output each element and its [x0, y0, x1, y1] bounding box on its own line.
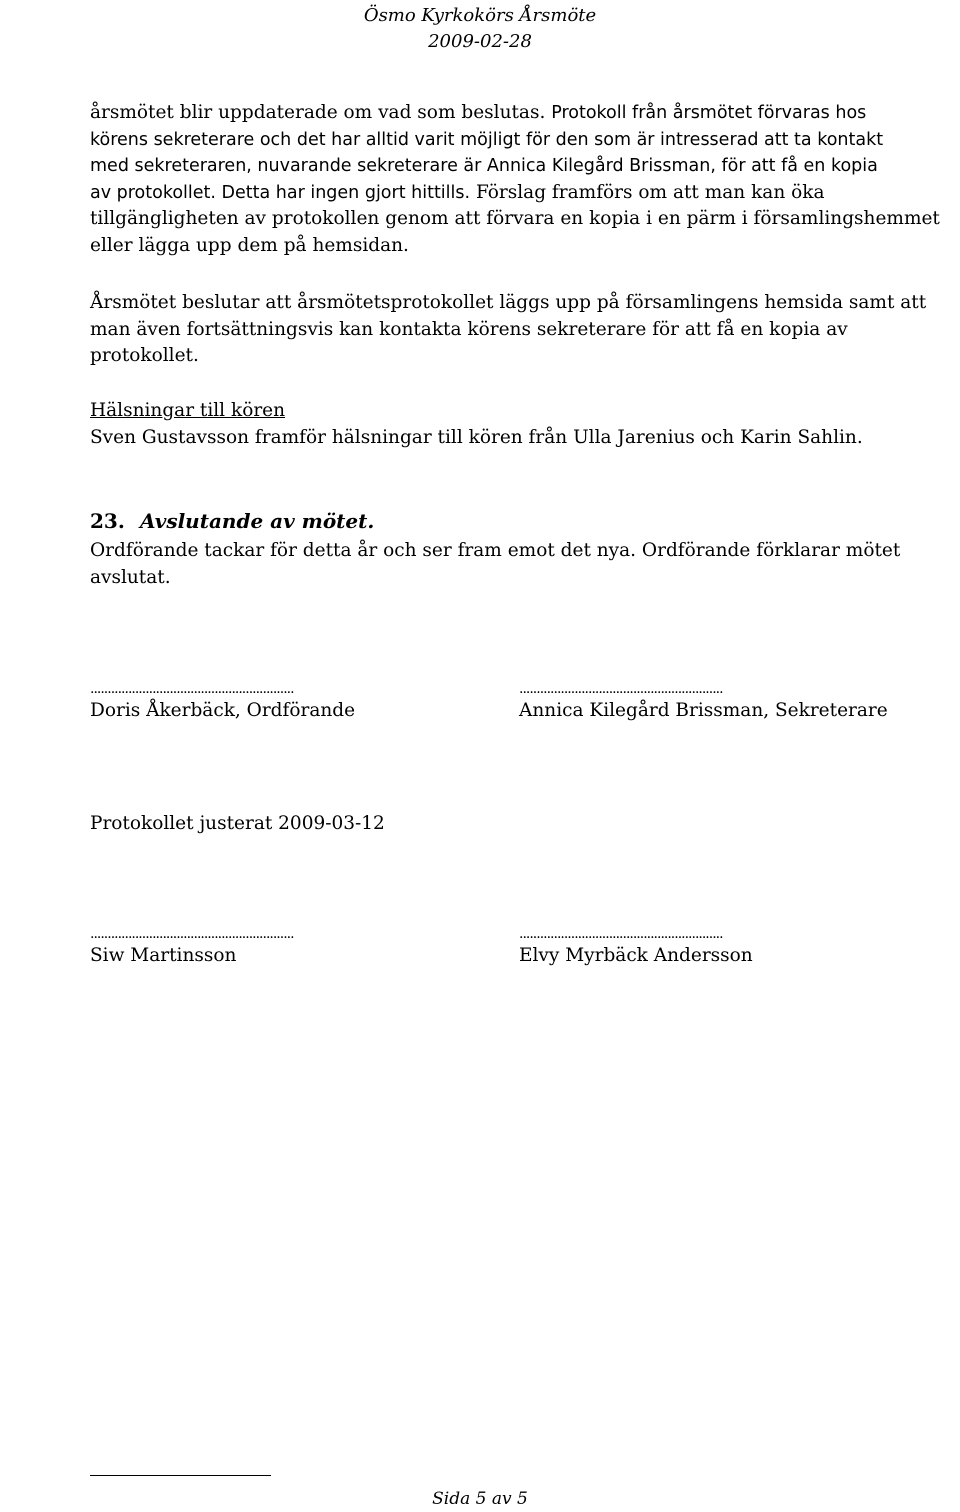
signature-name: Siw Martinsson	[90, 945, 237, 966]
footer-divider	[90, 1475, 271, 1476]
document-header-date: 2009-02-28	[428, 31, 532, 52]
text-span: Förslag framförs om att man kan öka	[470, 181, 825, 203]
signature-adjuster-2	[519, 925, 753, 969]
signature-line: ...........................................................	[90, 926, 294, 942]
paragraph-decision	[90, 290, 950, 370]
text-span: Protokoll från årsmötet förvaras hos	[551, 103, 867, 123]
greetings-section	[90, 398, 950, 451]
text-span: av protokollet. Detta har ingen gjort hittills.	[90, 182, 471, 203]
greetings-heading: Hälsningar till kören	[90, 400, 286, 421]
signature-line: ...........................................................	[90, 681, 294, 697]
text-line: avslutat.	[90, 566, 171, 588]
text-line	[90, 180, 950, 207]
text-line: eller lägga upp dem på hemsidan.	[90, 234, 409, 256]
text-span: årsmötet blir uppdaterade om vad som beslutas.	[90, 102, 552, 123]
text-line: man även fortsättningsvis kan kontakta körens sekreterare för att få en kopia av	[90, 318, 848, 340]
text-line: med sekreteraren, nuvarande sekreterare är Annica Kilegård Brissman, för att få en kopia	[90, 156, 878, 176]
section-heading	[90, 508, 690, 534]
signature-chairman	[90, 680, 355, 724]
text-line: Ordförande tackar för detta år och ser fram emot det nya. Ordförande förklarar mötet	[90, 540, 901, 561]
signature-secretary	[519, 680, 888, 724]
signature-line: ...........................................................	[519, 926, 723, 942]
paragraph-closing	[90, 538, 950, 591]
protocol-adjusted-date: Protokollet justerat 2009-03-12	[90, 813, 385, 834]
text-line: körens sekreterare och det har alltid varit möjligt för den som är intresserad att ta kontakt	[90, 129, 884, 150]
paragraph-protocol-storage	[90, 100, 950, 259]
signature-name: Annica Kilegård Brissman, Sekreterare	[519, 700, 888, 721]
signature-line: ...........................................................	[519, 681, 723, 697]
signature-adjuster-1	[90, 925, 294, 969]
section-title: Avslutande av mötet.	[140, 509, 375, 533]
greetings-text: Sven Gustavsson framför hälsningar till kören från Ulla Jarenius och Karin Sahlin.	[90, 426, 863, 448]
text-line: Årsmötet beslutar att årsmötetsprotokollet läggs upp på församlingens hemsida samt att	[90, 292, 927, 313]
document-header-title: Ösmo Kyrkokörs Årsmöte	[363, 5, 597, 26]
text-line: tillgängligheten av protokollen genom att förvara en kopia i en pärm i församlingshemmet	[90, 208, 940, 229]
signature-name: Elvy Myrbäck Andersson	[519, 945, 753, 966]
section-number: 23.	[90, 509, 125, 533]
text-line	[90, 100, 950, 127]
signature-name: Doris Åkerbäck, Ordförande	[90, 700, 356, 721]
page-number: Sida 5 av 5	[432, 1489, 528, 1509]
text-line: protokollet.	[90, 345, 199, 366]
